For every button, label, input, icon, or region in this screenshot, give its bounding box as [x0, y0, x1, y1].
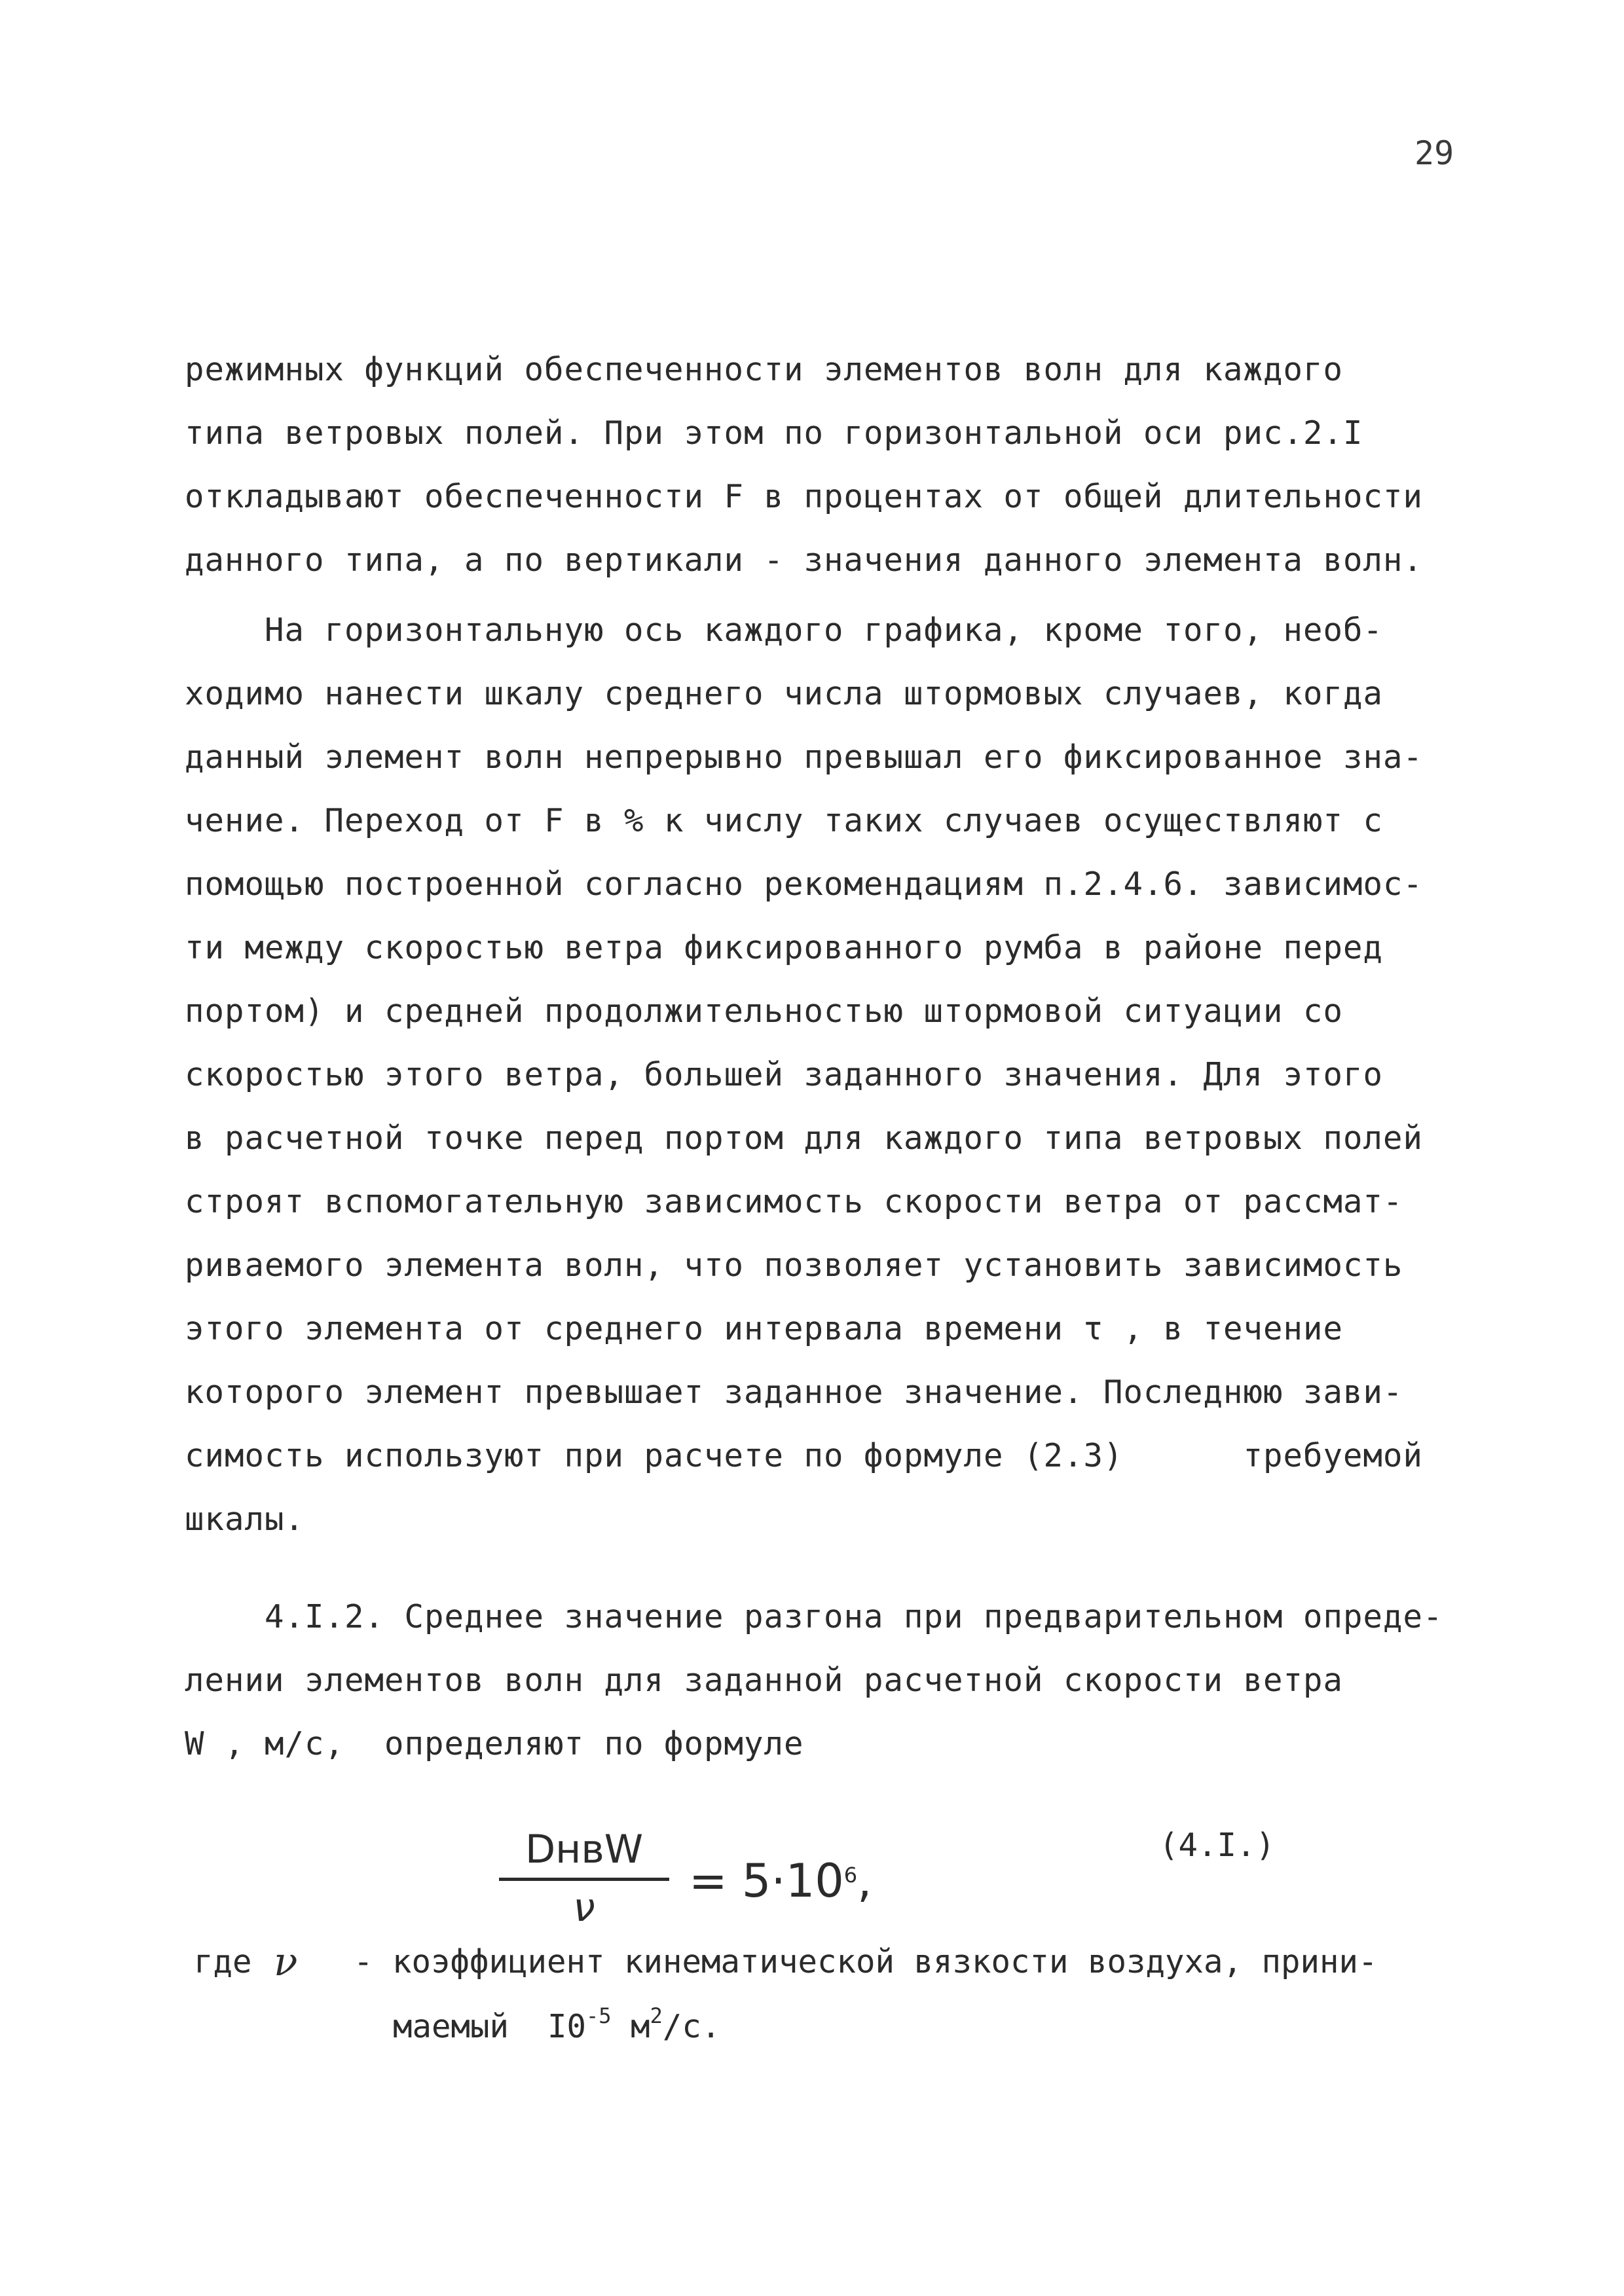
text-line: ходимо нанести шкалу среднего числа штормовых случаев, когда — [185, 675, 1384, 712]
text-line: данного типа, а по вертикали - значения данного элемента волн. — [185, 541, 1424, 579]
where-value-exponent: -5 — [586, 2003, 612, 2028]
formula-denominator: ν — [573, 1885, 595, 1931]
text-line: чение. Переход от F в % к числу таких случаев осуществляют с — [185, 802, 1384, 839]
text-line: W , м/с, определяют по формуле — [185, 1725, 804, 1762]
text-line: портом) и средней продолжительностью штормовой ситуации со — [185, 993, 1344, 1030]
formula-rhs-tail: , — [857, 1854, 872, 1908]
formula — [499, 1827, 905, 1958]
text-line: риваемого элемента волн, что позволяет установить зависимость — [185, 1247, 1403, 1284]
text-line: режимных функций обеспеченности элементов волн для каждого — [185, 351, 1344, 388]
where-value-pre: маемый I0 — [393, 2008, 587, 2045]
nu-symbol: ν — [274, 1939, 298, 1985]
formula-rhs — [689, 1854, 872, 1908]
text-line: откладывают обеспеченности F в процентах от общей длительности — [185, 478, 1424, 515]
where-definition: - коэффициент кинематической вязкости воздуха, прини- — [354, 1943, 1378, 1980]
text-line: симость используют при расчете по формуле (2.3) требуемой — [185, 1437, 1424, 1474]
formula-rhs-base: = 5·10 — [689, 1854, 844, 1908]
where-unit-post: /с. — [662, 2008, 721, 2045]
text-line: которого элемент превышает заданное значение. Последнюю зави- — [185, 1374, 1403, 1411]
text-line: данный элемент волн непрерывно превышал его фиксированное зна- — [185, 738, 1424, 776]
where-prefix: где — [194, 1943, 252, 1980]
text-line: 4.I.2. Среднее значение разгона при предварительном опреде- — [185, 1598, 1443, 1635]
where-unit: м — [611, 2008, 650, 2045]
text-line: ти между скоростью ветра фиксированного румба в районе перед — [185, 929, 1384, 966]
where-definition-cont — [393, 2003, 720, 2045]
text-line: строят вспомогательную зависимость скорости ветра от рассмат- — [185, 1183, 1403, 1220]
text-line: помощью построенной согласно рекомендациям п.2.4.6. зависимос- — [185, 866, 1424, 903]
text-line: типа ветровых полей. При этом по горизонтальной оси рис.2.I — [185, 414, 1363, 452]
equation-number: (4.I.) — [1159, 1827, 1276, 1864]
text-line: этого элемента от среднего интервала времени τ , в течение — [185, 1310, 1344, 1347]
text-line: На горизонтальную ось каждого графика, кроме того, необ- — [185, 611, 1384, 649]
formula-fraction — [499, 1827, 669, 1931]
page-number: 29 — [1414, 134, 1454, 172]
formula-rhs-exponent: 6 — [843, 1863, 858, 1887]
where-unit-exponent: 2 — [650, 2003, 663, 2028]
formula-numerator: DнвW — [499, 1827, 669, 1881]
text-line: лении элементов волн для заданной расчетной скорости ветра — [185, 1662, 1344, 1699]
text-line: в расчетной точке перед портом для каждого типа ветровых полей — [185, 1120, 1424, 1157]
text-line: скоростью этого ветра, большей заданного значения. Для этого — [185, 1056, 1384, 1093]
text-line: шкалы. — [185, 1501, 305, 1538]
